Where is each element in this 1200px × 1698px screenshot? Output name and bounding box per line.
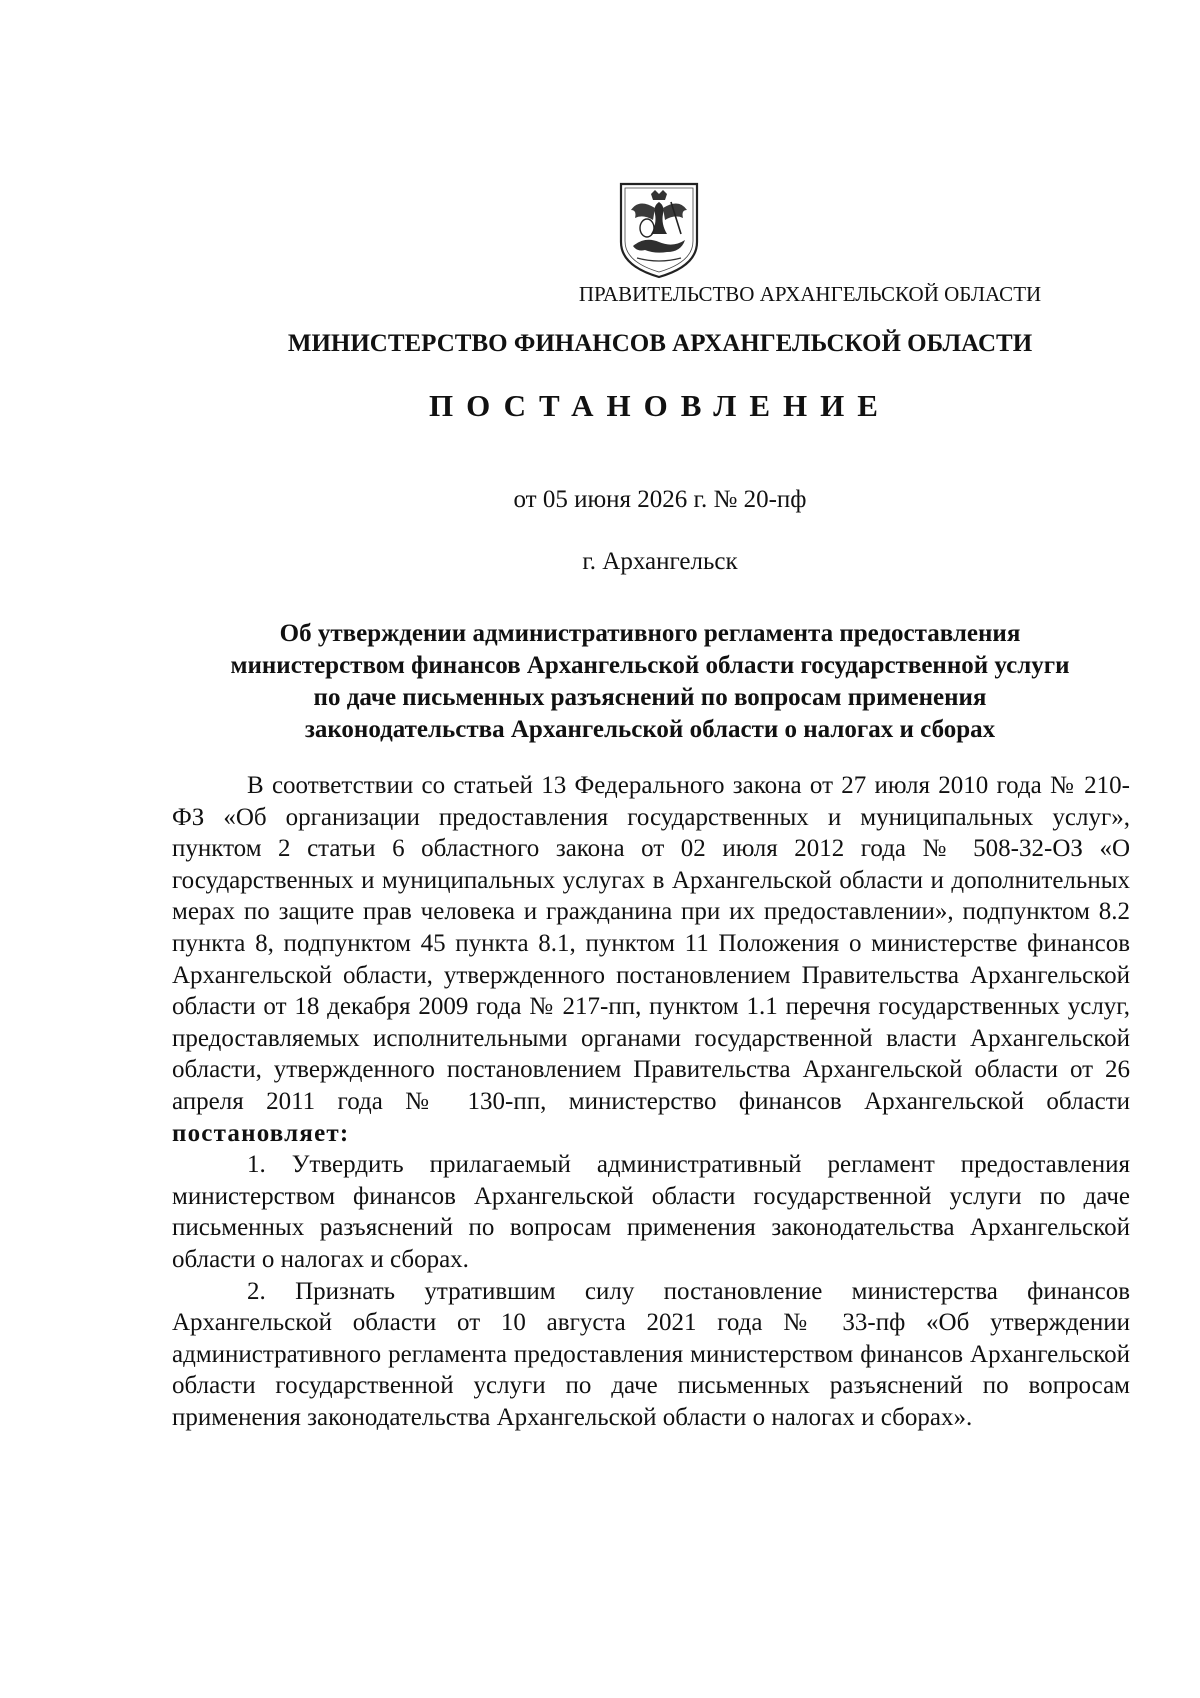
coat-of-arms-icon <box>615 180 703 280</box>
title-line: министерством финансов Архангельской области государственной услуги <box>230 652 1070 679</box>
document-date-number: от 05 июня 2026 г. № 20-пф <box>513 486 807 513</box>
item-1-paragraph: 1. Утвердить прилагаемый административный регламент предоставления министерством финансов Архангельской области государственной услуги по даче письменных разъяснений по вопросам применения законодательства Архангельской области о налогах и сборах. <box>172 1151 1130 1273</box>
item-2-paragraph: 2. Признать утратившим силу постановление министерства финансов Архангельской области от 10 августа 2021 года № 33-пф «Об утверждении административного регламента предоставления министерством финансов Архангельской области государственной услуги по даче письменных разъяснений по вопросам применения законодательства Архангельской области о налогах и сборах». <box>172 1277 1130 1431</box>
title-line: Об утверждении административного регламента предоставления <box>279 620 1021 647</box>
preamble-paragraph <box>172 770 1130 1149</box>
document-city: г. Архангельск <box>582 548 738 575</box>
government-name: ПРАВИТЕЛЬСТВО АРХАНГЕЛЬСКОЙ ОБЛАСТИ <box>578 282 1042 306</box>
title-line: по даче письменных разъяснений по вопросам применения <box>313 684 987 711</box>
resolves-word: постановляет: <box>172 1119 350 1147</box>
title-line: законодательства Архангельской области о налогах и сборах <box>304 716 996 743</box>
document-body <box>172 770 1130 1433</box>
ministry-name: МИНИСТЕРСТВО ФИНАНСОВ АРХАНГЕЛЬСКОЙ ОБЛАСТИ <box>287 330 1033 357</box>
document-title <box>170 618 1130 746</box>
document-type: ПОСТАНОВЛЕНИЕ <box>429 388 891 423</box>
preamble-text: В соответствии со статьей 13 Федерального закона от 27 июля 2010 года № 210-ФЗ «Об организации предоставления государственных и муниципальных услуг», пунктом 2 статьи 6 областного закона от 02 июля 2012 года № 508-32-ОЗ «О государственных и муниципальных услугах в Архангельской области и дополнительных мерах по защите прав человека и гражданина при их предоставлении», подпунктом 8.2 пункта 8, подпунктом 45 пункта 8.1, пунктом 11 Положения о министерстве финансов Архангельской области, утвержденного постановлением Правительства Архангельской области от 18 декабря 2009 года № 217-пп, пунктом 1.1 перечня государственных услуг, предоставляемых исполнительными органами государственной власти Архангельской области, утвержденного постановлением Правительства Архангельской области от 26 апреля 2011 года № 130-пп, министерство финансов Архангельской области <box>172 772 1130 1115</box>
